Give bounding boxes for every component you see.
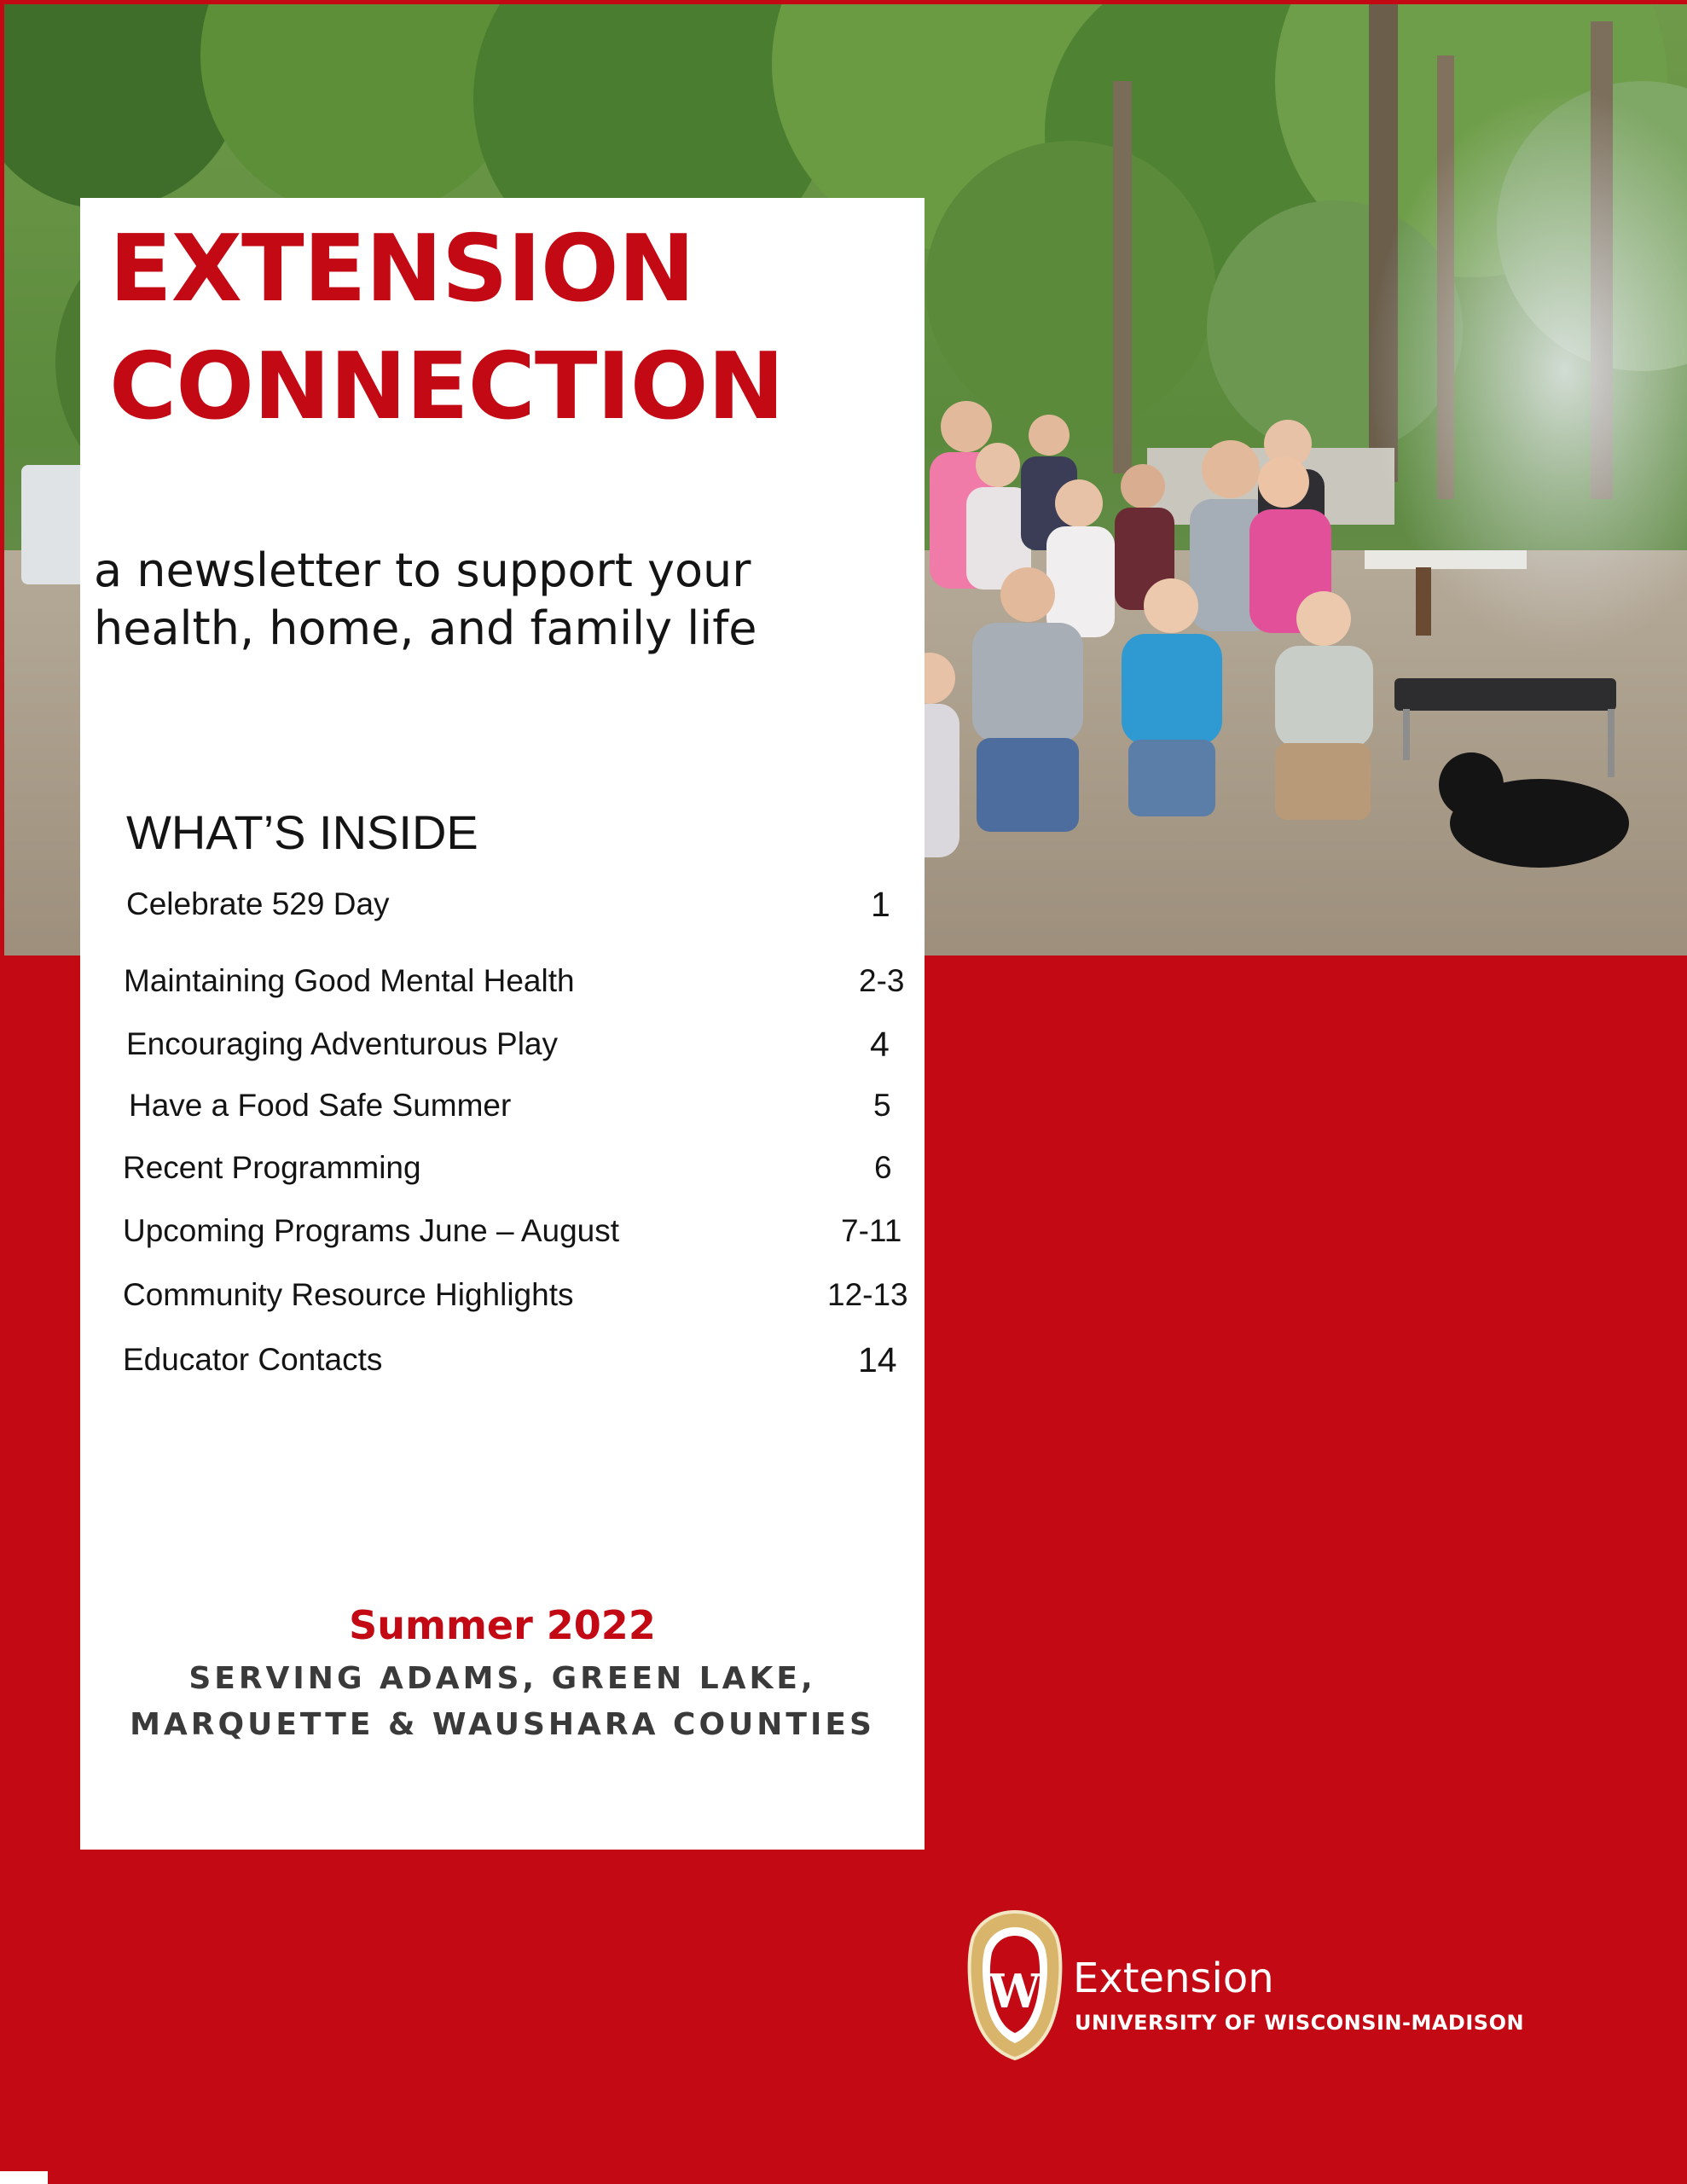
- logo-university-name: UNIVERSITY OF WISCONSIN-MADISON: [1075, 2011, 1525, 2035]
- logo-extension-name: Extension: [1073, 1955, 1274, 2002]
- newsletter-title-line-2: CONNECTION: [109, 334, 784, 440]
- toc-entry-pages: 5: [873, 1088, 891, 1123]
- toc-entry: [80, 884, 925, 925]
- extension-logo: [966, 1908, 1563, 2062]
- toc-entry-title: Celebrate 529 Day: [126, 886, 390, 921]
- serving-counties-line-1: SERVING ADAMS, GREEN LAKE,: [188, 1661, 816, 1696]
- toc-entry-title: Encouraging Adventurous Play: [126, 1026, 559, 1061]
- toc-entry: [80, 1147, 925, 1188]
- newsletter-subtitle-line-1: a newsletter to support your: [94, 543, 751, 597]
- title-panel: [80, 198, 925, 1850]
- toc-entry-title: Educator Contacts: [123, 1342, 383, 1377]
- toc-entry: [80, 1085, 925, 1126]
- toc-entry-title: Community Resource Highlights: [123, 1277, 574, 1312]
- toc-entry-pages: 12-13: [827, 1277, 908, 1312]
- toc-entry-pages: 6: [874, 1150, 892, 1185]
- toc-entry-pages: 2-3: [859, 963, 905, 998]
- newsletter-title-line-1: EXTENSION: [109, 216, 695, 322]
- toc-entry-title: Have a Food Safe Summer: [129, 1088, 512, 1123]
- toc-entry-pages: 7-11: [841, 1213, 902, 1248]
- toc-entry: [80, 1339, 925, 1380]
- toc-entry-pages: 1: [871, 885, 890, 924]
- toc-entry: [80, 1024, 925, 1065]
- svg-text:W: W: [988, 1964, 1041, 2018]
- toc-entry-title: Upcoming Programs June – August: [123, 1213, 620, 1248]
- toc-entry-title: Recent Programming: [123, 1150, 421, 1185]
- contents-heading: WHAT’S INSIDE: [126, 805, 478, 859]
- toc-entry-title: Maintaining Good Mental Health: [124, 963, 575, 998]
- newsletter-subtitle-line-2: health, home, and family life: [94, 601, 757, 655]
- toc-entry-pages: 4: [870, 1025, 890, 1064]
- toc-entry-pages: 14: [858, 1340, 897, 1380]
- issue-season: Summer 2022: [349, 1602, 656, 1648]
- toc-entry: [80, 1211, 925, 1252]
- serving-counties-line-2: MARQUETTE & WAUSHARA COUNTIES: [130, 1707, 875, 1742]
- toc-entry: [80, 961, 925, 1002]
- corner-mark: [0, 2171, 48, 2184]
- toc-entry: [80, 1275, 925, 1316]
- uw-crest-icon: [966, 1908, 1064, 2062]
